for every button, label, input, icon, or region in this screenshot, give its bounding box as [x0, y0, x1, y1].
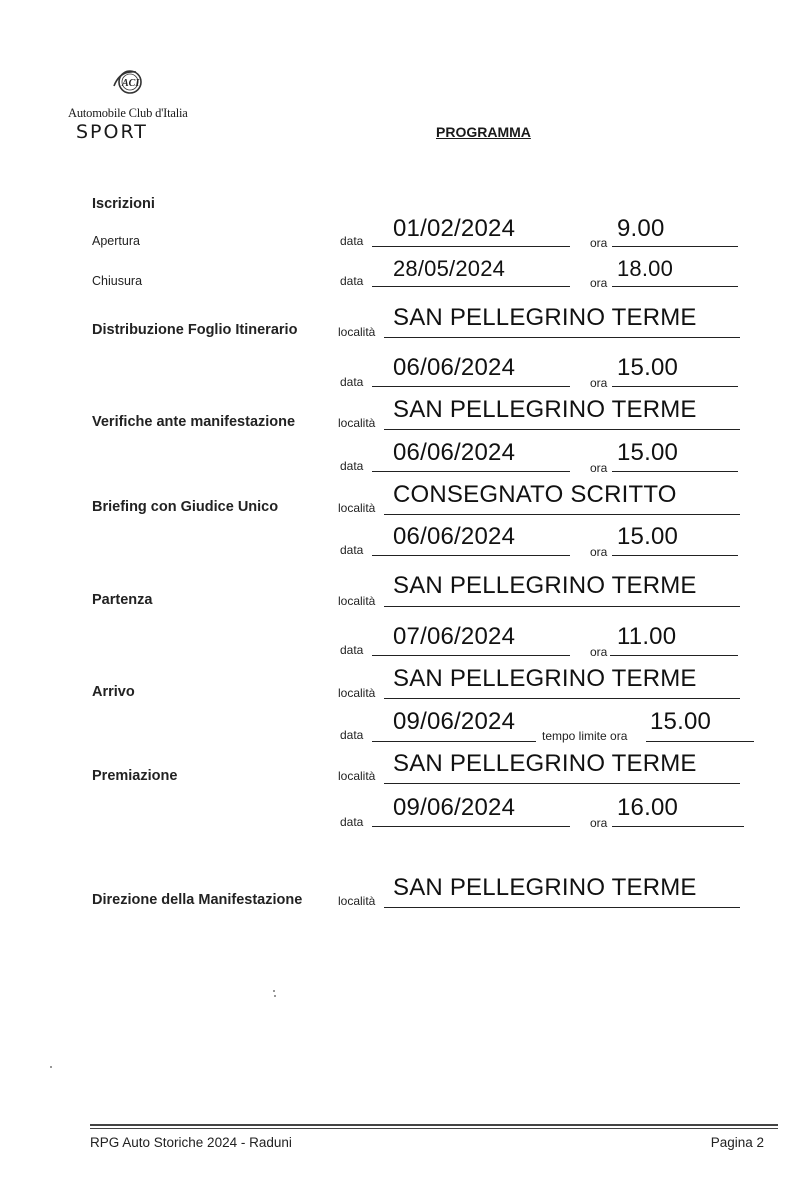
- ora-label: ora: [590, 376, 608, 390]
- localita-label: località: [338, 894, 376, 908]
- time-underline: [610, 655, 738, 656]
- briefing-time: 15.00: [617, 523, 679, 550]
- verifiche-date: 06/06/2024: [393, 439, 516, 466]
- time-underline: [612, 471, 738, 472]
- arrivo-date: 09/06/2024: [393, 708, 516, 735]
- verifiche-label: Verifiche ante manifestazione: [92, 414, 296, 430]
- partenza-location: SAN PELLEGRINO TERME: [393, 572, 697, 599]
- aci-logo-emblem: [108, 66, 148, 98]
- data-label: data: [340, 375, 364, 389]
- time-underline: [646, 741, 754, 742]
- partenza-time: 11.00: [617, 623, 677, 650]
- time-underline: [612, 246, 738, 247]
- location-underline: [384, 429, 740, 430]
- time-underline: [612, 286, 738, 287]
- aci-monogram: ACI: [122, 78, 140, 89]
- location-underline: [384, 783, 740, 784]
- data-label: data: [340, 459, 364, 473]
- time-underline: [612, 386, 738, 387]
- verifiche-time: 15.00: [617, 439, 679, 466]
- date-underline: [372, 826, 570, 827]
- date-underline: [372, 386, 570, 387]
- footer-page-number: Pagina 2: [710, 1135, 764, 1150]
- location-underline: [384, 337, 740, 338]
- ora-label: ora: [590, 276, 608, 290]
- page-title: PROGRAMMA: [436, 124, 531, 140]
- iscrizioni-heading: Iscrizioni: [92, 196, 155, 212]
- data-label: data: [340, 728, 364, 742]
- ora-label: ora: [590, 545, 608, 559]
- briefing-label: Briefing con Giudice Unico: [92, 499, 279, 515]
- data-label: data: [340, 643, 364, 657]
- location-underline: [384, 514, 740, 515]
- footer-rule: [90, 1128, 778, 1129]
- apertura-time: 9.00: [617, 215, 665, 242]
- time-underline: [612, 826, 744, 827]
- localita-label: località: [338, 416, 376, 430]
- location-underline: [384, 698, 740, 699]
- sport-brand: SPORT: [76, 121, 148, 143]
- data-label: data: [340, 274, 364, 288]
- localita-label: località: [338, 325, 376, 339]
- footer-document-title: RPG Auto Storiche 2024 - Raduni: [90, 1135, 292, 1150]
- location-underline: [384, 606, 740, 607]
- date-underline: [372, 246, 570, 247]
- date-underline: [372, 286, 570, 287]
- footer-rule: [90, 1124, 778, 1126]
- time-underline: [612, 555, 738, 556]
- scan-speck: [273, 990, 275, 992]
- apertura-label: Apertura: [92, 234, 140, 248]
- ora-label: ora: [590, 461, 608, 475]
- chiusura-date: 28/05/2024: [393, 256, 506, 281]
- localita-label: località: [338, 594, 376, 608]
- scan-speck: [274, 995, 276, 997]
- scan-speck: [50, 1066, 52, 1068]
- premiazione-label: Premiazione: [92, 768, 178, 784]
- distribuzione-label: Distribuzione Foglio Itinerario: [92, 322, 298, 338]
- premiazione-time: 16.00: [617, 794, 679, 821]
- briefing-location: CONSEGNATO SCRITTO: [393, 481, 677, 508]
- date-underline: [372, 555, 570, 556]
- direzione-location: SAN PELLEGRINO TERME: [393, 874, 697, 901]
- arrivo-time: 15.00: [650, 708, 712, 735]
- localita-label: località: [338, 686, 376, 700]
- data-label: data: [340, 234, 364, 248]
- premiazione-location: SAN PELLEGRINO TERME: [393, 750, 697, 777]
- distribuzione-time: 15.00: [617, 354, 679, 381]
- date-underline: [372, 655, 570, 656]
- data-label: data: [340, 543, 364, 557]
- tempo-limite-ora-label: tempo limite ora: [542, 729, 628, 743]
- distribuzione-date: 06/06/2024: [393, 354, 516, 381]
- partenza-date: 07/06/2024: [393, 623, 516, 650]
- arrivo-location: SAN PELLEGRINO TERME: [393, 665, 697, 692]
- chiusura-label: Chiusura: [92, 274, 143, 288]
- verifiche-location: SAN PELLEGRINO TERME: [393, 396, 697, 423]
- localita-label: località: [338, 501, 376, 515]
- ora-label: ora: [590, 236, 608, 250]
- ora-label: ora: [590, 645, 608, 659]
- organization-name: Automobile Club d'Italia: [68, 106, 188, 120]
- chiusura-time: 18.00: [617, 256, 674, 281]
- data-label: data: [340, 815, 364, 829]
- direzione-label: Direzione della Manifestazione: [92, 892, 303, 908]
- partenza-label: Partenza: [92, 592, 153, 608]
- arrivo-label: Arrivo: [92, 684, 135, 700]
- date-underline: [372, 741, 536, 742]
- premiazione-date: 09/06/2024: [393, 794, 516, 821]
- apertura-date: 01/02/2024: [393, 215, 516, 242]
- briefing-date: 06/06/2024: [393, 523, 516, 550]
- distribuzione-location: SAN PELLEGRINO TERME: [393, 304, 697, 331]
- localita-label: località: [338, 769, 376, 783]
- date-underline: [372, 471, 570, 472]
- ora-label: ora: [590, 816, 608, 830]
- location-underline: [384, 907, 740, 908]
